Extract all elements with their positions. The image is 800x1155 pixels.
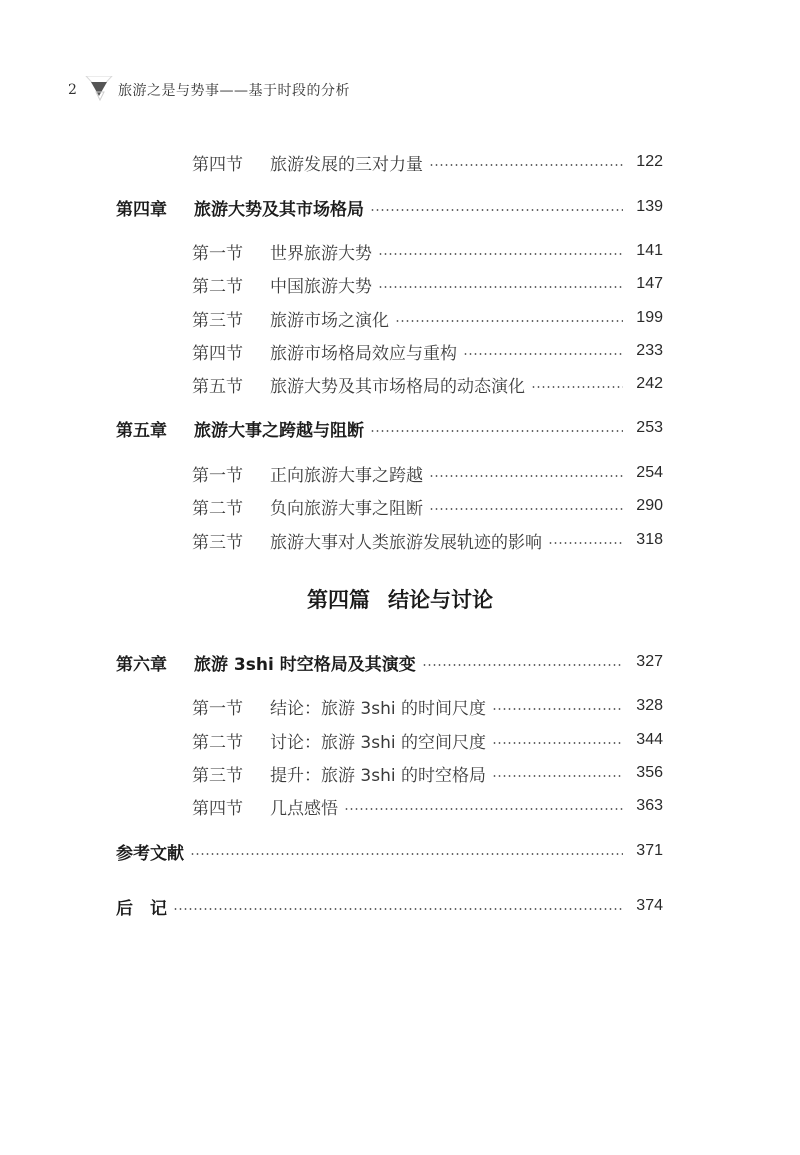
toc-entry[interactable] bbox=[0, 149, 800, 175]
toc-section-label: 第二节 bbox=[192, 498, 243, 519]
toc-page-number: 141 bbox=[636, 242, 663, 259]
dot-leader bbox=[378, 286, 623, 288]
dot-leader bbox=[463, 353, 623, 355]
dot-leader bbox=[370, 209, 623, 211]
toc-page-number: 371 bbox=[636, 842, 663, 859]
toc-afterword-entry[interactable] bbox=[0, 893, 800, 919]
toc-section-label: 第三节 bbox=[192, 532, 243, 553]
dot-leader bbox=[429, 475, 623, 477]
toc-entry[interactable] bbox=[0, 271, 800, 297]
toc-page-number: 290 bbox=[636, 497, 663, 514]
toc-section-label: 第四节 bbox=[192, 154, 243, 175]
toc-entry-title: 几点感悟 bbox=[270, 798, 338, 819]
toc-entry-title: 世界旅游大势 bbox=[270, 243, 372, 264]
toc-page-number: 199 bbox=[636, 309, 663, 326]
toc-entry[interactable] bbox=[0, 727, 800, 753]
toc-chapter-entry[interactable] bbox=[0, 194, 800, 220]
toc-entry-title: 结论：旅游 3shi 的时间尺度 bbox=[270, 698, 486, 719]
dot-leader bbox=[422, 664, 623, 666]
toc-entry-title: 旅游发展的三对力量 bbox=[270, 154, 423, 175]
toc-section-label: 第五节 bbox=[192, 376, 243, 397]
dot-leader bbox=[548, 542, 623, 544]
toc-entry[interactable] bbox=[0, 760, 800, 786]
toc-page-number: 374 bbox=[636, 897, 663, 914]
toc-page-number: 344 bbox=[636, 731, 663, 748]
toc-chapter-entry[interactable] bbox=[0, 415, 800, 441]
toc-page-number: 363 bbox=[636, 797, 663, 814]
dot-leader bbox=[378, 253, 623, 255]
toc-section-label: 第四节 bbox=[192, 798, 243, 819]
toc-section-label: 第二节 bbox=[192, 732, 243, 753]
toc-entry-title: 后 记 bbox=[116, 898, 167, 919]
toc-entry-title: 正向旅游大事之跨越 bbox=[270, 465, 423, 486]
toc-page-number: 318 bbox=[636, 531, 663, 548]
triangle-ornament-icon bbox=[84, 76, 114, 104]
toc-section-label: 第一节 bbox=[192, 698, 243, 719]
toc-entry[interactable] bbox=[0, 460, 800, 486]
toc-entry[interactable] bbox=[0, 527, 800, 553]
toc-section-label: 第一节 bbox=[192, 243, 243, 264]
toc-page-number: 233 bbox=[636, 342, 663, 359]
toc-page-number: 122 bbox=[636, 153, 663, 170]
dot-leader bbox=[370, 430, 623, 432]
toc-chapter-label: 第六章 bbox=[116, 654, 167, 675]
toc-page-number: 253 bbox=[636, 419, 663, 436]
toc-entry[interactable] bbox=[0, 693, 800, 719]
toc-page-number: 242 bbox=[636, 375, 663, 392]
book-title: 旅游之是与势事——基于时段的分析 bbox=[118, 83, 350, 99]
toc-references-entry[interactable] bbox=[0, 838, 800, 864]
toc-entry[interactable] bbox=[0, 371, 800, 397]
toc-page-number: 139 bbox=[636, 198, 663, 215]
page-number: 2 bbox=[68, 82, 77, 98]
dot-leader bbox=[190, 853, 623, 855]
dot-leader bbox=[429, 164, 623, 166]
toc-section-label: 第三节 bbox=[192, 310, 243, 331]
toc-section-label: 第四节 bbox=[192, 343, 243, 364]
toc-section-label: 第二节 bbox=[192, 276, 243, 297]
toc-section-label: 第一节 bbox=[192, 465, 243, 486]
toc-page-number: 147 bbox=[636, 275, 663, 292]
toc-entry-title: 旅游市场之演化 bbox=[270, 310, 389, 331]
part-label: 第四篇 bbox=[307, 588, 370, 612]
toc-chapter-label: 第五章 bbox=[116, 420, 167, 441]
dot-leader bbox=[173, 908, 623, 910]
toc-entry-title: 讨论：旅游 3shi 的空间尺度 bbox=[270, 732, 486, 753]
toc-entry-title: 提升：旅游 3shi 的时空格局 bbox=[270, 765, 486, 786]
toc-entry-title: 负向旅游大事之阻断 bbox=[270, 498, 423, 519]
dot-leader bbox=[492, 708, 623, 710]
running-header bbox=[68, 76, 350, 104]
toc-entry-title: 旅游 3shi 时空格局及其演变 bbox=[194, 654, 416, 675]
dot-leader bbox=[492, 742, 623, 744]
dot-leader bbox=[531, 386, 623, 388]
toc-entry-title: 参考文献 bbox=[116, 843, 184, 864]
toc-section-label: 第三节 bbox=[192, 765, 243, 786]
toc-entry-title: 中国旅游大势 bbox=[270, 276, 372, 297]
toc-page-number: 356 bbox=[636, 764, 663, 781]
dot-leader bbox=[395, 320, 623, 322]
toc-page-number: 254 bbox=[636, 464, 663, 481]
part-title: 结论与讨论 bbox=[388, 588, 493, 612]
toc-entry-title: 旅游大势及其市场格局的动态演化 bbox=[270, 376, 525, 397]
toc-page-number: 328 bbox=[636, 697, 663, 714]
toc-entry[interactable] bbox=[0, 793, 800, 819]
toc-entry-title: 旅游大事之跨越与阻断 bbox=[194, 420, 364, 441]
toc-entry[interactable] bbox=[0, 493, 800, 519]
toc-page-number: 327 bbox=[636, 653, 663, 670]
toc-chapter-label: 第四章 bbox=[116, 199, 167, 220]
toc-entry[interactable] bbox=[0, 338, 800, 364]
toc-chapter-entry[interactable] bbox=[0, 649, 800, 675]
dot-leader bbox=[429, 508, 623, 510]
dot-leader bbox=[492, 775, 623, 777]
toc-entry-title: 旅游大事对人类旅游发展轨迹的影响 bbox=[270, 532, 542, 553]
part-heading bbox=[0, 584, 800, 616]
toc-entry[interactable] bbox=[0, 238, 800, 264]
toc-entry-title: 旅游市场格局效应与重构 bbox=[270, 343, 457, 364]
toc-entry-title: 旅游大势及其市场格局 bbox=[194, 199, 364, 220]
dot-leader bbox=[344, 808, 623, 810]
toc-entry[interactable] bbox=[0, 305, 800, 331]
